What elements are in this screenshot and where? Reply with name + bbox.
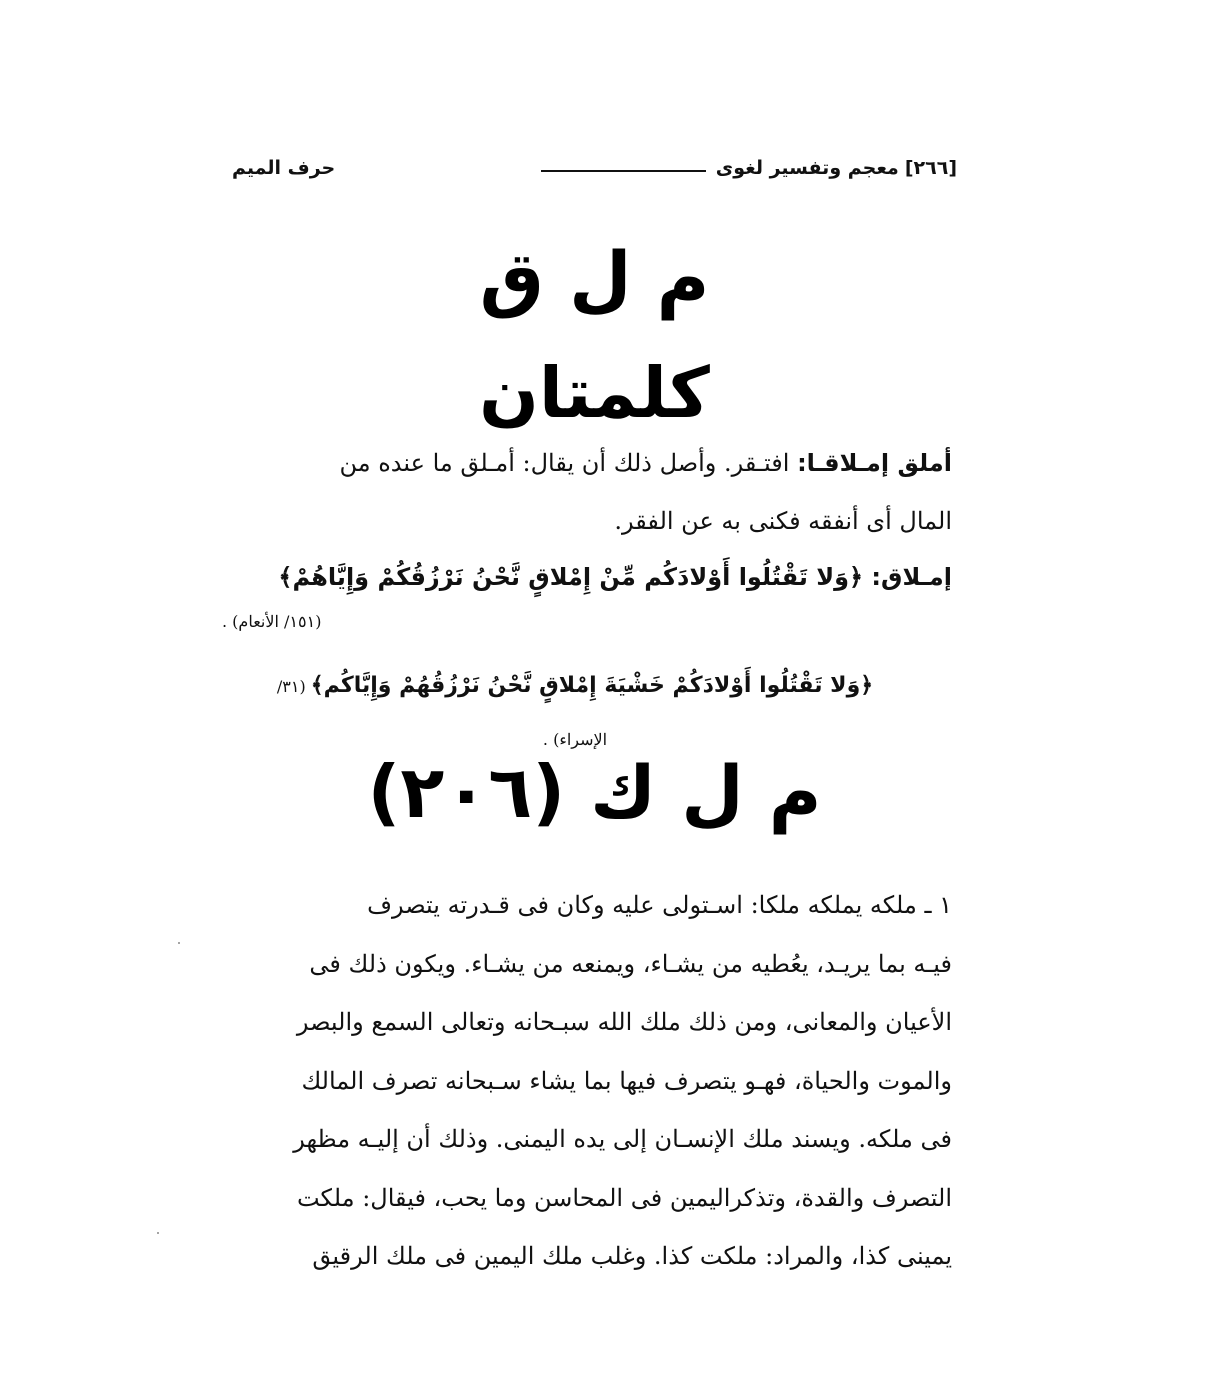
paragraph-line: الأعيان والمعانى، ومن ذلك ملك الله سبـحانه وتعالى السمع والبصر	[296, 1008, 952, 1036]
paragraph-line: فى ملكه. ويسند ملك الإنسـان إلى يده اليمنى. وذلك أن إليـه مظهر	[293, 1125, 952, 1153]
header-rule	[541, 170, 706, 172]
entry-line	[222, 434, 952, 492]
paragraph-line: فيـه بما يريـد، يعُطيه من يشـاء، ويمنعه من يشـاء. ويكون ذلك فى	[309, 949, 952, 978]
quran-verse: ﴿وَلا تَقْتُلُوا أَوْلادَكُمْ خَشْيَةَ إِمْلاقٍ نَّحْنُ نَرْزُقُهُمْ وَإِيَّاكُم﴾	[310, 673, 874, 698]
entry-term: إمـلاق:	[871, 563, 952, 591]
paragraph-line: ١ ـ ملكه يملكه ملكا: اسـتولى عليه وكان فى قـدرته يتصرف	[367, 891, 952, 919]
quran-verse: ﴿وَلا تَقْتُلُوا أَوْلادَكُم مِّنْ إِمْلاقٍ نَّحْنُ نَرْزُقُكُمْ وَإِيَّاهُمْ﴾	[278, 563, 872, 591]
paragraph-line: يمينى كذا، والمراد: ملكت كذا. وغلب ملك اليمين فى ملك الرقيق	[312, 1242, 952, 1270]
entry	[222, 434, 952, 550]
scan-speck	[178, 942, 180, 944]
paragraph-line: التصرف والقدة، وتذكراليمين فى المحاسن وما يحب، فيقال: ملكت	[296, 1183, 952, 1212]
running-header	[232, 150, 957, 186]
definition-paragraph	[222, 876, 952, 1286]
scan-speck	[157, 1232, 159, 1234]
page-number: [٢٦٦]	[904, 157, 957, 179]
section-title: حرف الميم	[232, 157, 336, 179]
entry-term: أملق إمـلاقـا:	[797, 449, 952, 477]
verse-reference: (١٥١/ الأنعام) .	[222, 612, 322, 631]
paragraph-line: والموت والحياة، فهـو يتصرف فيها بما يشاء سـبحانه تصرف المالك	[301, 1066, 952, 1095]
entry	[222, 548, 952, 606]
root-heading: م ل ق	[479, 236, 710, 320]
word-count-label: كلمتان	[479, 352, 710, 434]
entry-definition-continued: المال أى أنفقه فكنى به عن الفقر.	[614, 507, 952, 535]
entry-line	[222, 548, 952, 606]
verse-reference: (٣١/الإسراء) .	[276, 677, 608, 749]
root-heading: م ل ك (٢٠٦)	[367, 750, 822, 834]
entry-definition: افتـقر. وأصل ذلك أن يقال: أمـلق ما عنده من	[339, 449, 798, 477]
book-title: معجم وتفسير لغوى	[715, 157, 899, 179]
